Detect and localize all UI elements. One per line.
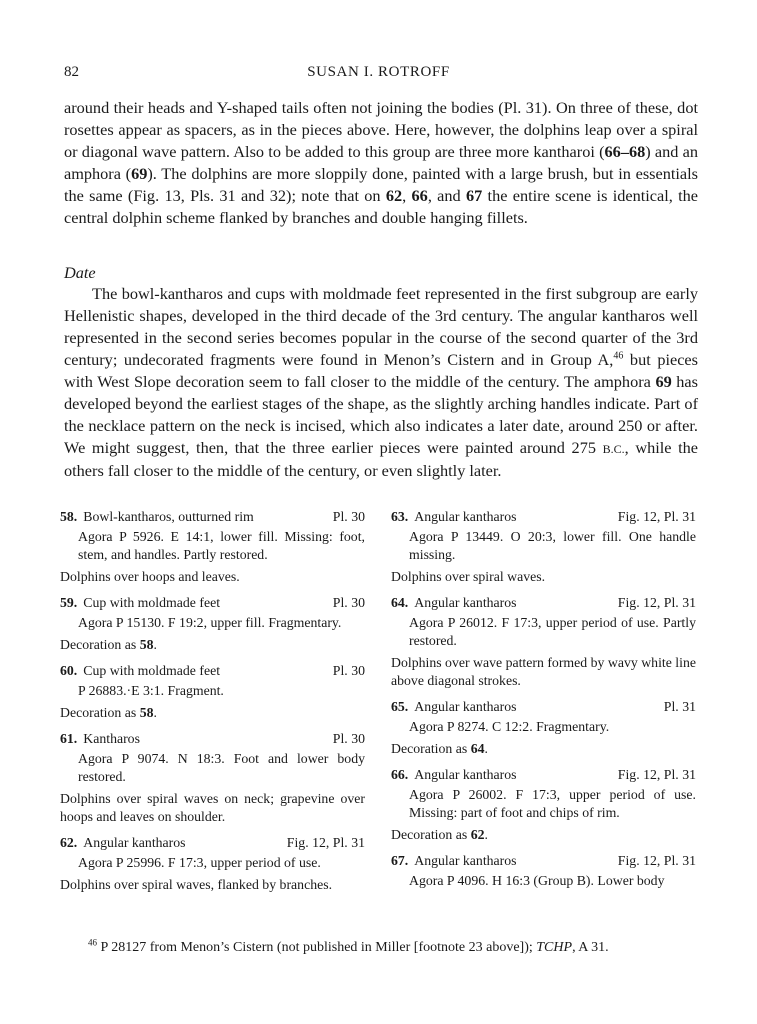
entry-number: 63. [391,509,409,524]
entry-heading [60,508,365,526]
entry-shape: Angular kantharos [414,595,517,610]
page-number: 82 [64,64,79,80]
entry-inventory: P 26883.·E 3:1. Fragment. [78,683,224,698]
catalogue-entry [60,662,365,722]
entry-description: Decoration as 62. [391,827,488,842]
entry-plate-ref: Fig. 12, Pl. 31 [286,835,365,850]
entry-title [60,730,140,748]
entry-plate-ref: Fig. 12, Pl. 31 [617,853,696,868]
entry-title [391,698,517,716]
entry-shape: Kantharos [83,731,140,746]
entry-title [391,594,517,612]
catalogue-entry [391,508,696,586]
entry-shape: Cup with moldmade feet [83,595,221,610]
entry-plate-ref: Fig. 12, Pl. 31 [617,509,696,524]
catalogue-column-right [391,508,696,898]
entry-number: 66. [391,767,409,782]
entry-inventory: Agora P 4096. H 16:3 (Group B). Lower body [409,873,665,888]
entry-shape: Angular kantharos [414,699,517,714]
entry-title [60,662,220,680]
entry-description: Dolphins over spiral waves, flanked by branches. [60,877,333,892]
entry-title [391,766,517,784]
catalogue-entry [60,730,365,826]
entry-shape: Angular kantharos [83,835,186,850]
intro-paragraph: around their heads and Y-shaped tails often not joining the bodies (Pl. 31). On three of these, dot rosettes appear as spacers, as in the pieces above. Here, however, the dolphins leap over a spiral or diagonal wave pattern. Also to be added to this group are three more kantharoi (66–68) and an amphora (69). The dolphins are more sloppily done, painted with a large brush, but in essentials the same (Fig. 13, Pls. 31 and 32); note that on 62, 66, and 67 the entire scene is identical, the central dolphin scheme flanked by branches and double hanging fillets. [64,98,699,227]
entry-inventory: Agora P 15130. F 19:2, upper fill. Fragmentary. [78,615,342,630]
entry-number: 67. [391,853,409,868]
entry-description: Dolphins over hoops and leaves. [60,569,240,584]
entry-title [60,834,186,852]
entry-number: 65. [391,699,409,714]
date-paragraph: The bowl-kantharos and cups with moldmade feet represented in the first subgroup are early Hellenistic shapes, developed in the third decade of the 3rd century. The angular kantharos well represented in the second series becomes popular in the course of the second quarter of the 3rd century; undecorated fragments were found in Menon’s Cistern and in Group A,$^{46}$ but pieces with West Slope decoration seem to fall closer to the middle of the century. The amphora 69 has developed beyond the earliest stages of the shape, as the slightly arching handles indicate. Part of the necklace pattern on the neck is incised, which also indicates a later date, around 250 or after. We might suggest, then, that the three earlier pieces were painted around 275 B.C., while the others fall closer to the middle of the century, or even slightly later. [64,284,698,480]
catalogue-entry [391,594,696,690]
entry-plate-ref: Fig. 12, Pl. 31 [617,767,696,782]
entry-inventory: Agora P 25996. F 17:3, upper period of use. [78,855,321,870]
entry-inventory: Agora P 8274. C 12:2. Fragmentary. [409,719,610,734]
entry-inventory: Agora P 9074. N 18:3. Foot and lower body restored. [78,751,365,784]
entry-heading [60,730,365,748]
entry-number: 61. [60,731,78,746]
entry-shape: Angular kantharos [414,767,517,782]
entry-description: Dolphins over spiral waves on neck; grapevine over hoops and leaves on shoulder. [60,791,365,824]
catalogue-entry [391,852,696,890]
footnote: $^{46}$ P 28127 from Menon’s Cistern (not published in Miller [footnote 23 above]); TCHP, A 31. [88,937,609,955]
entry-heading [60,594,365,612]
entry-description: Dolphins over spiral waves. [391,569,546,584]
entry-inventory: Agora P 5926. E 14:1, lower fill. Missing: foot, stem, and handles. Partly restored. [78,529,365,562]
entry-description: Dolphins over wave pattern formed by wavy white line above diagonal strokes. [391,655,696,688]
entry-plate-ref: Pl. 30 [332,731,365,746]
entry-shape: Angular kantharos [414,509,517,524]
entry-number: 64. [391,595,409,610]
entry-plate-ref: Pl. 30 [332,509,365,524]
entry-plate-ref: Fig. 12, Pl. 31 [617,595,696,610]
entry-shape: Cup with moldmade feet [83,663,221,678]
entry-inventory: Agora P 26012. F 17:3, upper period of use. Partly restored. [409,615,696,648]
entry-description: Decoration as 58. [60,705,157,720]
entry-heading [391,852,696,870]
entry-description: Decoration as 64. [391,741,488,756]
entry-plate-ref: Pl. 30 [332,663,365,678]
footnote-ref[interactable]: 46 [613,350,624,362]
catalogue-entry [60,834,365,894]
entry-shape: Angular kantharos [414,853,517,868]
catalogue-column-left [60,508,365,902]
entry-title [391,852,517,870]
entry-heading [391,508,696,526]
entry-title [60,508,254,526]
entry-number: 59. [60,595,78,610]
entry-heading [391,766,696,784]
entry-plate-ref: Pl. 30 [332,595,365,610]
entry-number: 60. [60,663,78,678]
entry-title [391,508,517,526]
entry-heading [60,662,365,680]
section-heading-date: Date [64,263,96,282]
running-header-author: SUSAN I. ROTROFF [307,64,450,80]
entry-number: 58. [60,509,78,524]
catalogue-entry [60,594,365,654]
entry-title [60,594,220,612]
entry-heading [391,594,696,612]
entry-plate-ref: Pl. 31 [663,699,696,714]
entry-description: Decoration as 58. [60,637,157,652]
entry-heading [60,834,365,852]
entry-inventory: Agora P 13449. O 20:3, lower fill. One handle missing. [409,529,696,562]
catalogue-entry [391,766,696,844]
entry-number: 62. [60,835,78,850]
catalogue-entry [60,508,365,586]
entry-inventory: Agora P 26002. F 17:3, upper period of use. Missing: part of foot and chips of rim. [409,787,696,820]
entry-shape: Bowl-kantharos, outturned rim [83,509,254,524]
catalogue-entry [391,698,696,758]
entry-heading [391,698,696,716]
